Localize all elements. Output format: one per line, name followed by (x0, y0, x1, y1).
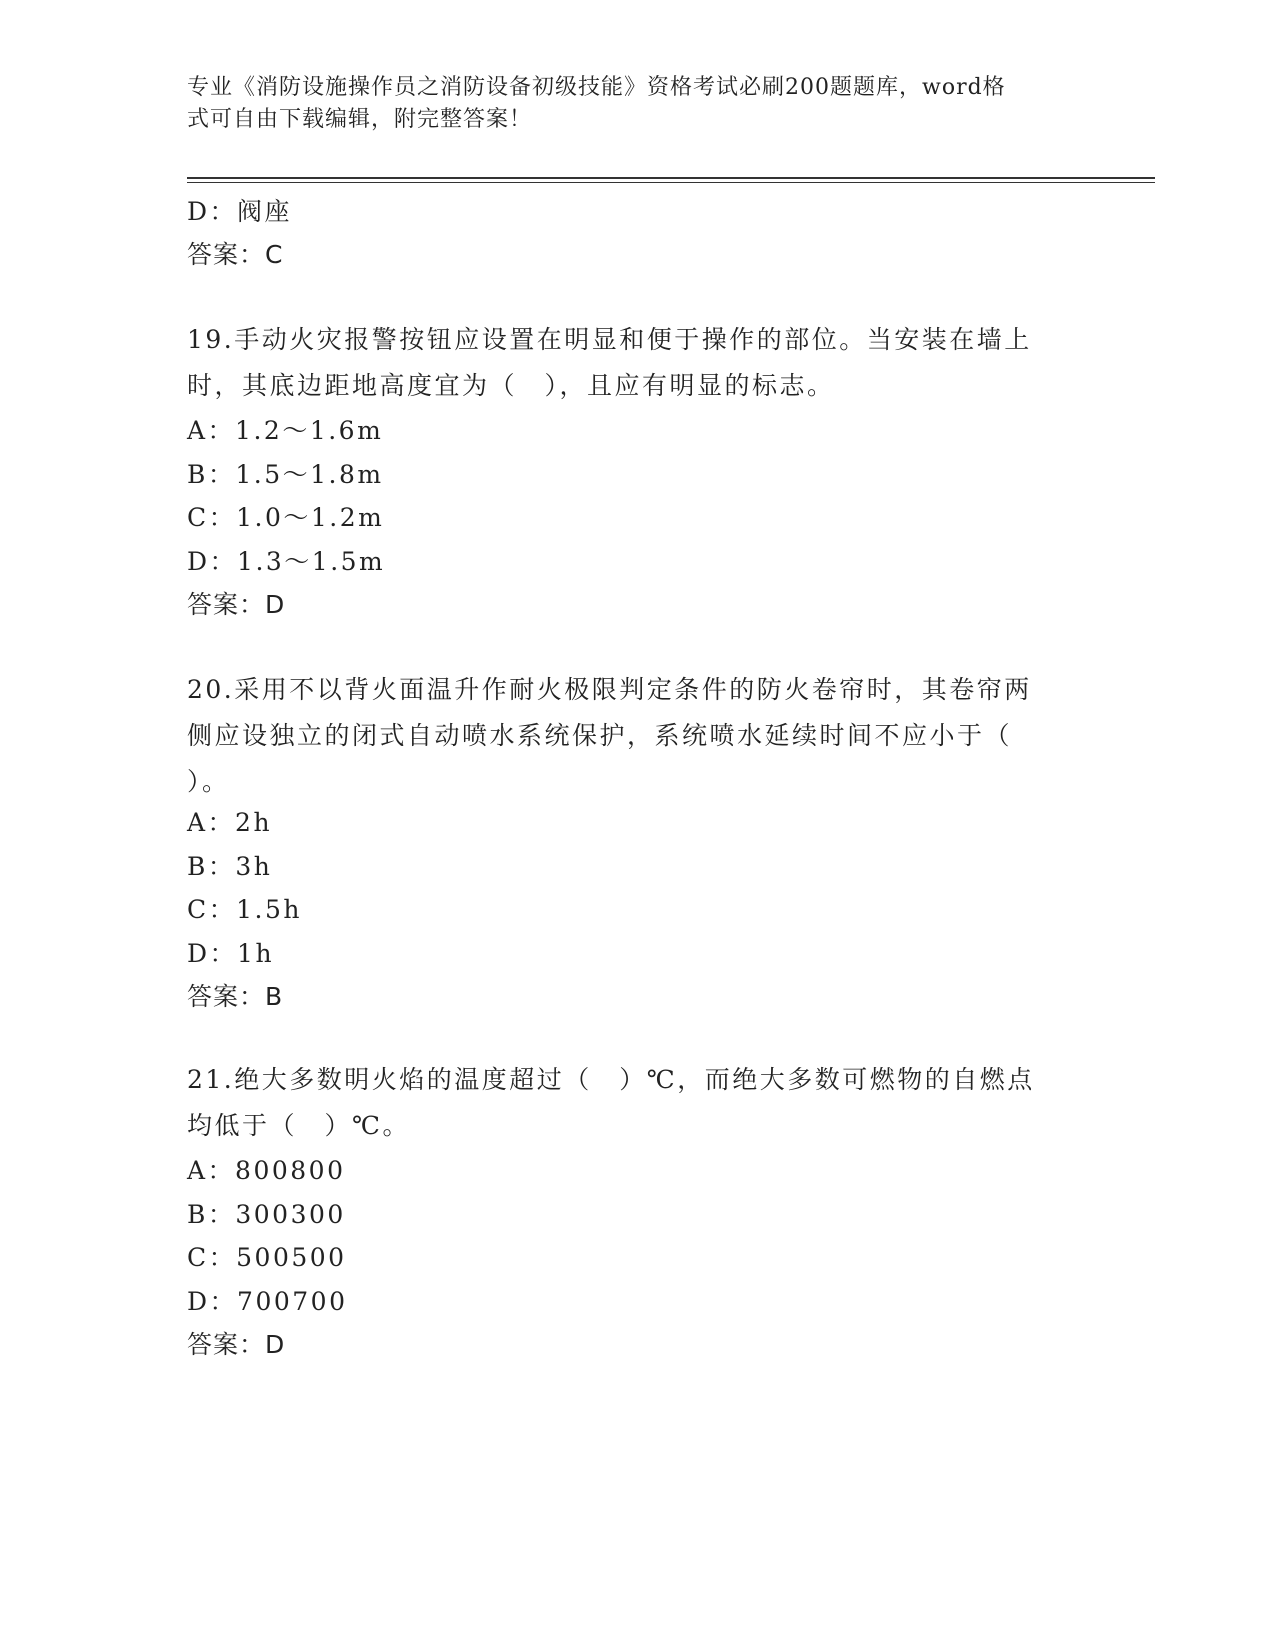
question-21-option-d: D：700700 (187, 1287, 348, 1316)
question-20-line-3: ）。 (187, 767, 230, 796)
header-line-2: 式可自由下载编辑，附完整答案！ (187, 107, 533, 132)
question-19-text (187, 317, 1087, 409)
question-19-option-c: C：1.0～1.2m (187, 503, 385, 532)
document-header (187, 72, 1077, 136)
prev-answer: 答案：C (187, 240, 284, 269)
question-21-line-2: 均低于（ ）℃。 (187, 1111, 410, 1140)
header-line-1: 专业《消防设施操作员之消防设备初级技能》资格考试必刷200题题库，word格 (187, 75, 1006, 100)
question-21-answer: 答案：D (187, 1330, 286, 1359)
question-21-line-1: 21.绝大多数明火焰的温度超过（ ）℃，而绝大多数可燃物的自燃点 (187, 1065, 1035, 1094)
question-19-option-d: D：1.3～1.5m (187, 547, 386, 576)
header-rule-thick (187, 177, 1155, 179)
question-20-option-b: B：3h (187, 852, 273, 881)
question-20-option-c: C：1.5h (187, 895, 302, 924)
question-21-text (187, 1057, 1087, 1149)
question-20-line-1: 20.采用不以背火面温升作耐火极限判定条件的防火卷帘时，其卷帘两 (187, 675, 1032, 704)
question-21-option-c: C：500500 (187, 1243, 347, 1272)
question-21-option-b: B：300300 (187, 1200, 346, 1229)
question-20-line-2: 侧应设独立的闭式自动喷水系统保护，系统喷水延续时间不应小于（ (187, 721, 1013, 750)
question-19-option-b: B：1.5～1.8m (187, 460, 384, 489)
question-19-option-a: A：1.2～1.6m (187, 416, 384, 445)
question-20-text (187, 667, 1087, 805)
question-19-answer: 答案：D (187, 590, 286, 619)
question-19-line-1: 19.手动火灾报警按钮应设置在明显和便于操作的部位。当安装在墙上 (187, 325, 1032, 354)
question-19-line-2: 时，其底边距地高度宜为（ ），且应有明显的标志。 (187, 371, 835, 400)
question-20-option-a: A：2h (187, 808, 273, 837)
header-rule-thin (187, 182, 1155, 183)
question-21-option-a: A：800800 (187, 1156, 346, 1185)
prev-option-d: D：阀座 (187, 197, 293, 226)
question-20-option-d: D：1h (187, 939, 275, 968)
question-20-answer: 答案：B (187, 982, 284, 1011)
